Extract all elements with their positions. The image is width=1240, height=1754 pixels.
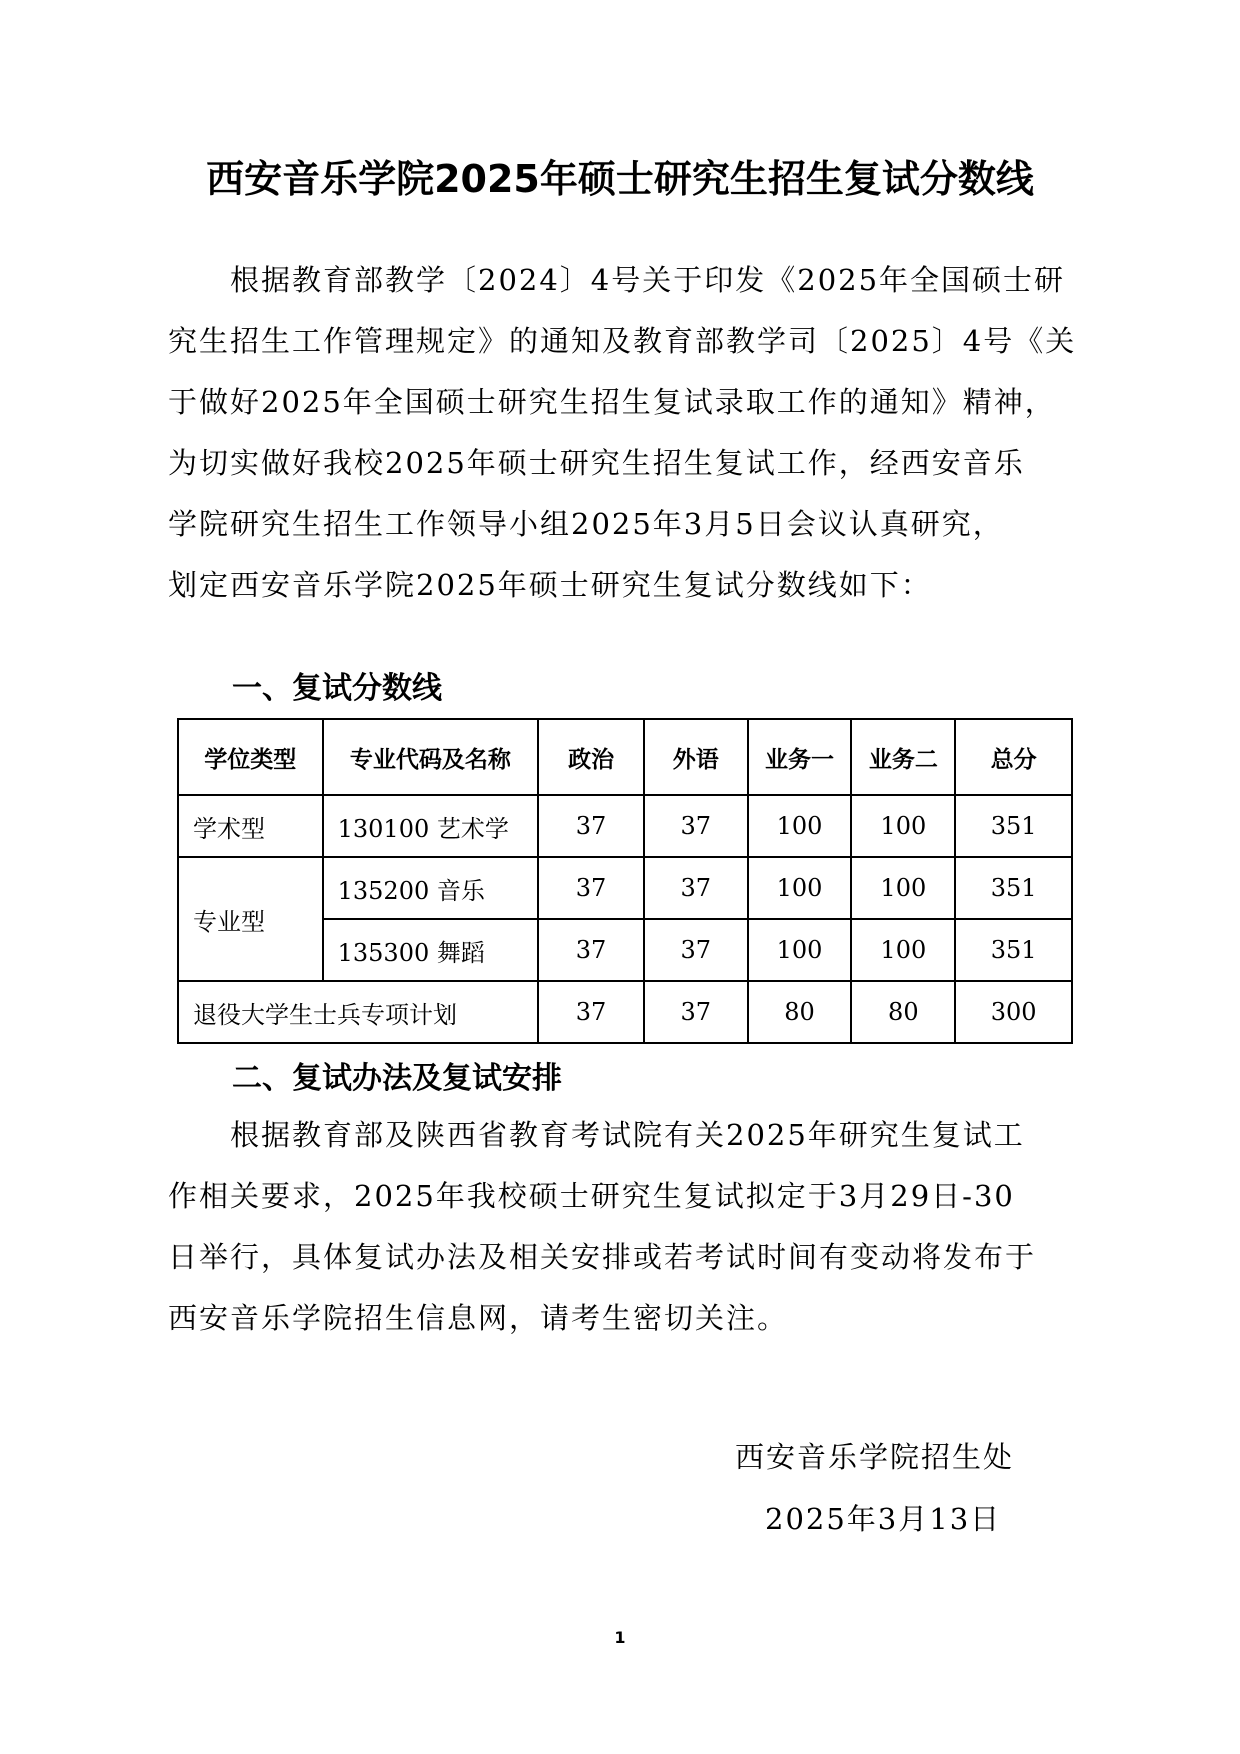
- cell-major: 135200 音乐: [323, 857, 539, 919]
- cell-foreign: 37: [644, 919, 748, 981]
- cell-subject-1: 100: [748, 857, 852, 919]
- table-row: [178, 857, 1072, 919]
- header-politics: 政治: [538, 719, 644, 795]
- cell-politics: 37: [538, 857, 644, 919]
- section-heading-arrangement: 二、复试办法及复试安排: [232, 1061, 562, 1096]
- cell-foreign: 37: [644, 981, 748, 1043]
- cell-subject-1: 80: [748, 981, 852, 1043]
- cell-subject-2: 100: [851, 857, 955, 919]
- cell-foreign: 37: [644, 795, 748, 857]
- intro-line: 根据教育部教学〔2024〕4号关于印发《2025年全国硕士研: [230, 263, 1066, 297]
- cell-politics: 37: [538, 795, 644, 857]
- cell-total: 300: [955, 981, 1072, 1043]
- table-row: [178, 795, 1072, 857]
- intro-line: 究生招生工作管理规定》的通知及教育部教学司〔2025〕4号《关: [168, 324, 1077, 358]
- cell-major: 135300 舞蹈: [323, 919, 539, 981]
- header-subject-1: 业务一: [748, 719, 852, 795]
- cell-degree-type: 学术型: [178, 795, 323, 857]
- intro-line: 于做好2025年全国硕士研究生招生复试录取工作的通知》精神，: [168, 385, 1056, 419]
- cell-subject-1: 100: [748, 919, 852, 981]
- table-row: [178, 981, 1072, 1043]
- page-number: 1: [614, 1628, 626, 1647]
- table-header-row: [178, 719, 1072, 795]
- cutoff-score-table: [177, 718, 1073, 1044]
- cell-major: 130100 艺术学: [323, 795, 539, 857]
- intro-line: 学院研究生招生工作领导小组2025年3月5日会议认真研究，: [168, 507, 1004, 541]
- intro-paragraph: [168, 250, 1082, 616]
- cell-foreign: 37: [644, 857, 748, 919]
- cell-politics: 37: [538, 981, 644, 1043]
- cell-degree-type: 退役大学生士兵专项计划: [178, 981, 538, 1043]
- cell-subject-2: 100: [851, 795, 955, 857]
- intro-line: 划定西安音乐学院2025年硕士研究生复试分数线如下：: [168, 568, 932, 602]
- header-total: 总分: [955, 719, 1072, 795]
- cell-politics: 37: [538, 919, 644, 981]
- signature-date: 2025年3月13日: [765, 1502, 1002, 1536]
- arrangement-paragraph: [168, 1105, 1082, 1349]
- header-subject-2: 业务二: [851, 719, 955, 795]
- cell-total: 351: [955, 795, 1072, 857]
- header-major: 专业代码及名称: [323, 719, 539, 795]
- arrangement-line: 西安音乐学院招生信息网，请考生密切关注。: [168, 1301, 789, 1335]
- cell-subject-2: 80: [851, 981, 955, 1043]
- intro-line: 为切实做好我校2025年硕士研究生招生复试工作，经西安音乐: [168, 446, 1025, 480]
- document-title: 西安音乐学院2025年硕士研究生招生复试分数线: [206, 157, 1034, 201]
- cell-subject-1: 100: [748, 795, 852, 857]
- header-degree-type: 学位类型: [178, 719, 323, 795]
- cell-total: 351: [955, 857, 1072, 919]
- header-foreign-language: 外语: [644, 719, 748, 795]
- signature-organization: 西安音乐学院招生处: [735, 1440, 1015, 1474]
- cell-degree-type: 专业型: [178, 857, 323, 981]
- arrangement-line: 日举行，具体复试办法及相关安排或若考试时间有变动将发布于: [168, 1240, 1037, 1274]
- arrangement-line: 作相关要求，2025年我校硕士研究生复试拟定于3月29日-30: [168, 1179, 1015, 1213]
- section-heading-cutoff: 一、复试分数线: [232, 671, 442, 706]
- arrangement-line: 根据教育部及陕西省教育考试院有关2025年研究生复试工: [230, 1118, 1025, 1152]
- cell-subject-2: 100: [851, 919, 955, 981]
- cell-total: 351: [955, 919, 1072, 981]
